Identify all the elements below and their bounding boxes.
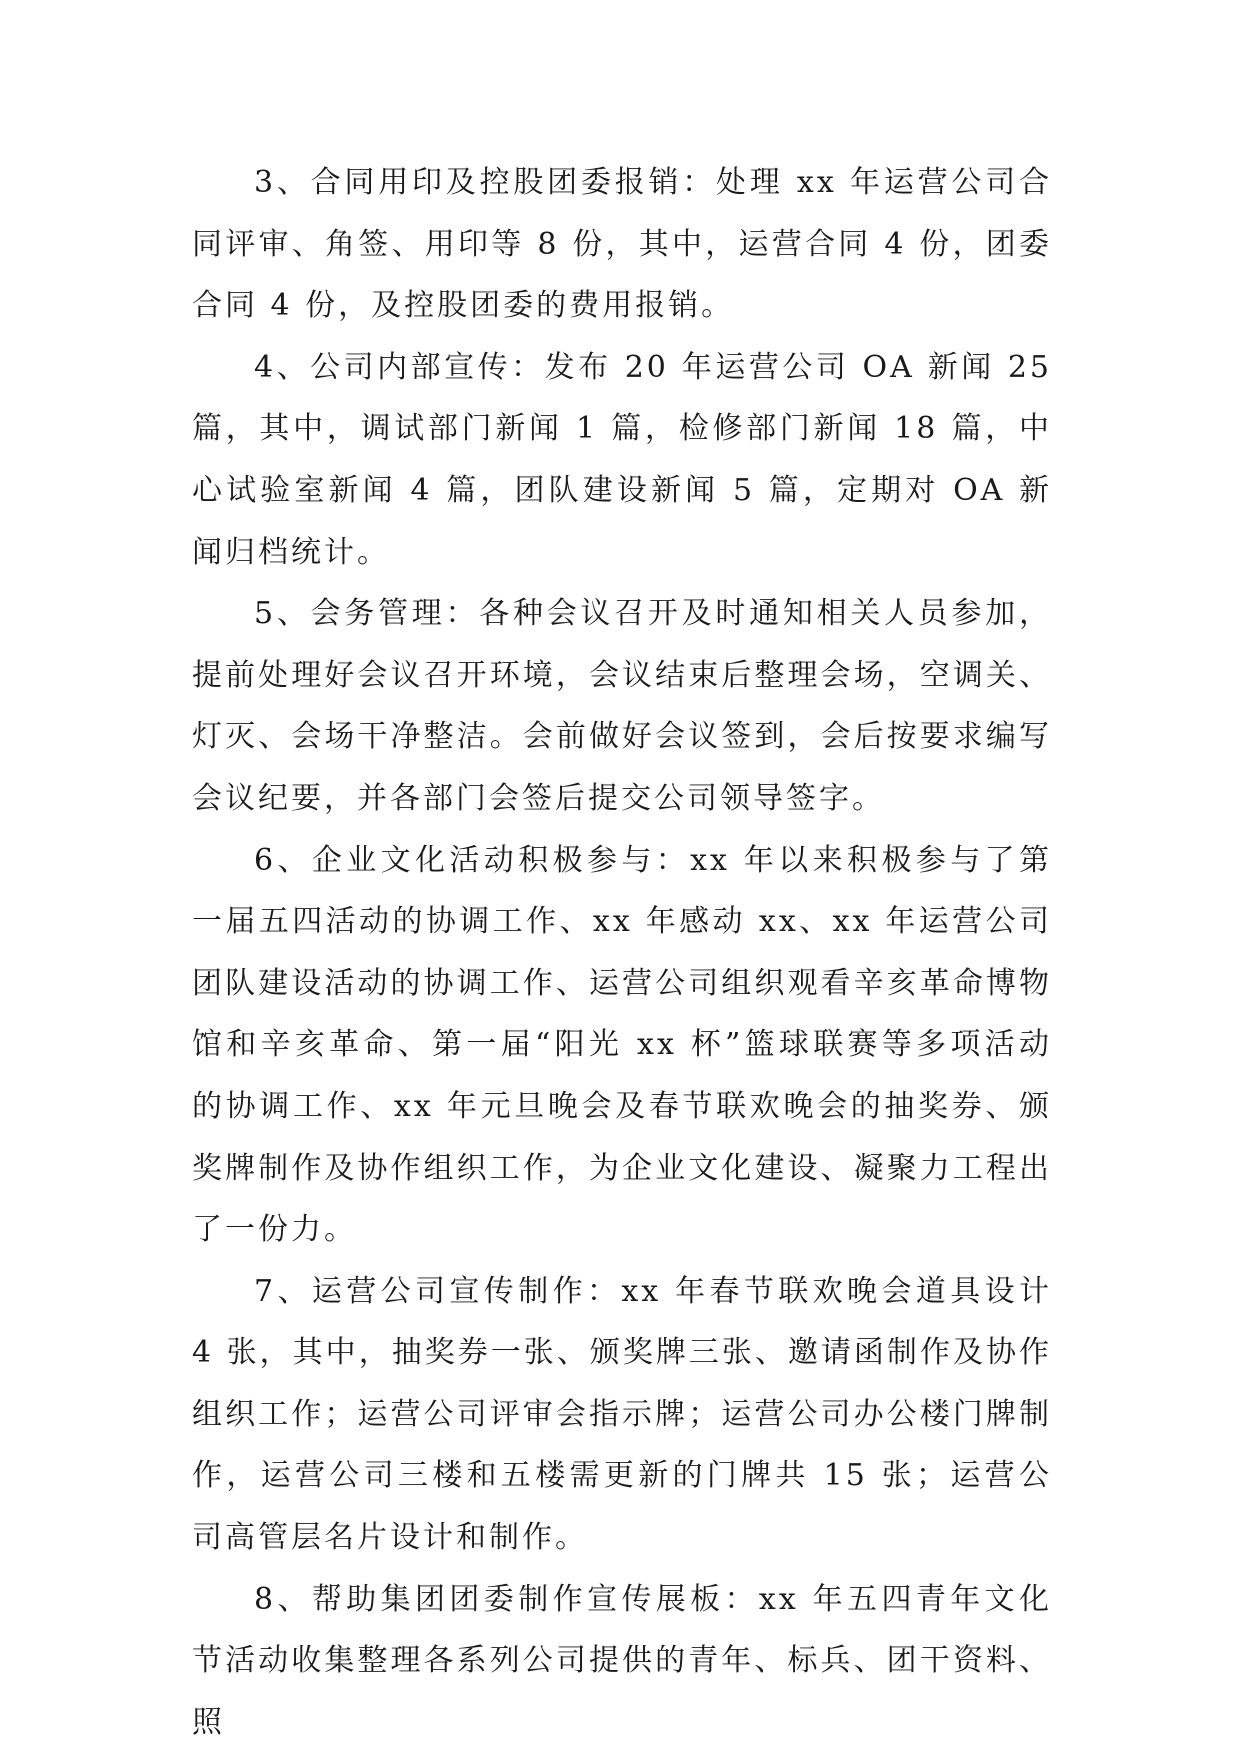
paragraph-item-7: 7、运营公司宣传制作：xx 年春节联欢晚会道具设计 4 张，其中，抽奖券一张、颁奖牌三张、邀请函制作及协作组织工作；运营公司评审会指示牌；运营公司办公楼门牌制作，运营公司三楼和五楼需更新的门牌共 15 张；运营公司高管层名片设计和制作。	[192, 1273, 1052, 1556]
paragraph-item-3: 3、合同用印及控股团委报销：处理 xx 年运营公司合同评审、角签、用印等 8 份，其中，运营合同 4 份，团委合同 4 份，及控股团委的费用报销。	[192, 165, 1052, 324]
paragraph-item-5: 5、会务管理：各种会议召开及时通知相关人员参加，提前处理好会议召开环境，会议结束后整理会场，空调关、灯灭、会场干净整洁。会前做好会议签到，会后按要求编写会议纪要，并各部门会签后提交公司领导签字。	[192, 596, 1052, 816]
document-body	[192, 152, 1052, 1753]
paragraph-item-8: 8、帮助集团团委制作宣传展板：xx 年五四青年文化节活动收集整理各系列公司提供的青年、标兵、团干资料、照	[192, 1581, 1052, 1740]
paragraph-item-4: 4、公司内部宣传：发布 20 年运营公司 OA 新闻 25 篇，其中，调试部门新闻 1 篇，检修部门新闻 18 篇，中心试验室新闻 4 篇，团队建设新闻 5 篇，定期对 OA 新闻归档统计。	[192, 349, 1052, 570]
paragraph-item-6: 6、企业文化活动积极参与：xx 年以来积极参与了第一届五四活动的协调工作、xx 年感动 xx、xx 年运营公司团队建设活动的协调工作、运营公司组织观看辛亥革命博物馆和辛亥革命、第一届“阳光 xx 杯”篮球联赛等多项活动的协调工作、xx 年元旦晚会及春节联欢晚会的抽奖券、颁奖牌制作及协作组织工作，为企业文化建设、凝聚力工程出了一份力。	[192, 842, 1052, 1248]
